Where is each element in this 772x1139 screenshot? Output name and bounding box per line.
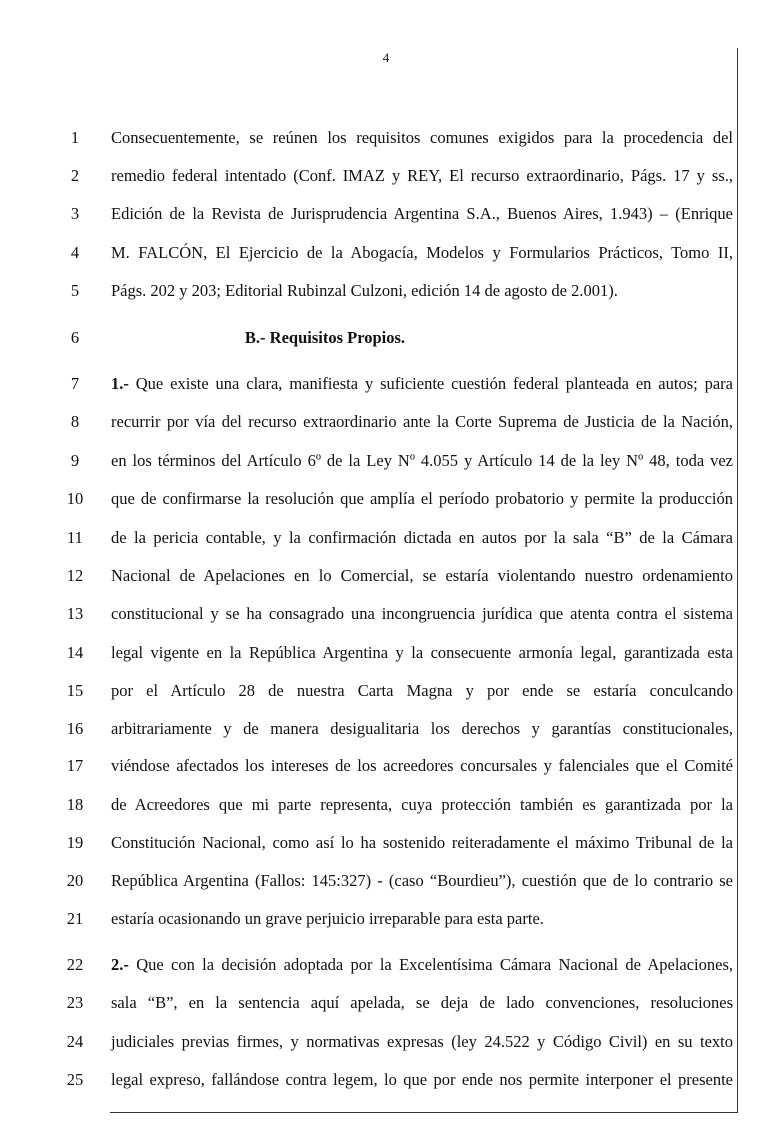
text-line [111,955,733,975]
text-line-content: Que con la decisión adoptada por la Excelentísima Cámara Nacional de Apelaciones, [128,955,733,974]
text-line-content: Que existe una clara, manifiesta y suficiente cuestión federal planteada en autos; para [128,374,733,393]
text-line: Edición de la Revista de Jurisprudencia Argentina S.A., Buenos Aires, 1.943) – (Enrique [111,204,733,223]
line-number: 18 [66,795,84,814]
text-line [111,374,733,394]
text-line: en los términos del Artículo 6º de la Ley Nº 4.055 y Artículo 14 de la ley Nº 48, toda vez [111,451,733,470]
line-number: 3 [70,204,80,223]
line-number: 23 [66,993,84,1012]
line-number: 6 [70,328,80,347]
text-line: que de confirmarse la resolución que amplía el período probatorio y permite la producción [111,489,733,508]
line-number: 15 [66,681,84,700]
line-number: 16 [66,719,84,738]
text-line: Constitución Nacional, como así lo ha sostenido reiteradamente el máximo Tribunal de la [111,833,733,852]
line-number: 9 [70,451,80,470]
text-line: Consecuentemente, se reúnen los requisitos comunes exigidos para la procedencia del [111,128,733,147]
text-line: Nacional de Apelaciones en lo Comercial, se estaría violentando nuestro ordenamiento [111,566,733,585]
text-line: legal expreso, fallándose contra legem, lo que por ende nos permite interponer el presente [111,1070,733,1089]
section-heading: B.- Requisitos Propios. [244,328,406,347]
text-line: viéndose afectados los intereses de los acreedores concursales y falenciales que el Comité [111,756,733,775]
line-number: 12 [66,566,84,585]
line-number: 4 [70,243,80,262]
text-line: constitucional y se ha consagrado una incongruencia jurídica que atenta contra el sistema [111,604,733,623]
line-number: 19 [66,833,84,852]
text-line: sala “B”, en la sentencia aquí apelada, se deja de lado convenciones, resoluciones [111,993,733,1012]
bottom-rule [110,1112,738,1113]
line-number: 17 [66,756,84,775]
line-number: 24 [66,1032,84,1051]
line-number: 20 [66,871,84,890]
line-number: 21 [66,909,84,928]
text-line: legal vigente en la República Argentina y la consecuente armonía legal, garantizada esta [111,643,733,662]
text-line: arbitrariamente y de manera desigualitaria los derechos y garantías constitucionales, [111,719,733,738]
line-number: 5 [70,281,80,300]
right-margin-rule [737,48,738,1113]
text-line: recurrir por vía del recurso extraordinario ante la Corte Suprema de Justicia de la Nación, [111,412,733,431]
line-number: 11 [67,528,83,547]
item-number: 1.- [111,374,129,393]
line-number: 8 [70,412,80,431]
line-number: 25 [66,1070,84,1089]
text-line: de Acreedores que mi parte representa, cuya protección también es garantizada por la [111,795,733,814]
text-line: estaría ocasionando un grave perjuicio irreparable para esta parte. [111,909,544,928]
line-number: 10 [66,489,84,508]
line-number: 22 [66,955,84,974]
line-number: 1 [70,128,80,147]
text-line: M. FALCÓN, El Ejercicio de la Abogacía, Modelos y Formularios Prácticos, Tomo II, [111,243,733,262]
line-number: 13 [66,604,84,623]
text-line: remedio federal intentado (Conf. IMAZ y REY, El recurso extraordinario, Págs. 17 y ss., [111,166,733,185]
text-line: judiciales previas firmes, y normativas expresas (ley 24.522 y Código Civil) en su texto [111,1032,733,1051]
text-line: Págs. 202 y 203; Editorial Rubinzal Culzoni, edición 14 de agosto de 2.001). [111,281,618,300]
line-number: 2 [70,166,80,185]
item-number: 2.- [111,955,129,974]
page-number: 4 [382,50,390,65]
text-line: de la pericia contable, y la confirmación dictada en autos por la sala “B” de la Cámara [111,528,733,547]
line-number: 14 [66,643,84,662]
line-number: 7 [70,374,80,393]
text-line: por el Artículo 28 de nuestra Carta Magna y por ende se estaría conculcando [111,681,733,700]
text-line: República Argentina (Fallos: 145:327) - (caso “Bourdieu”), cuestión que de lo contrario se [111,871,733,890]
